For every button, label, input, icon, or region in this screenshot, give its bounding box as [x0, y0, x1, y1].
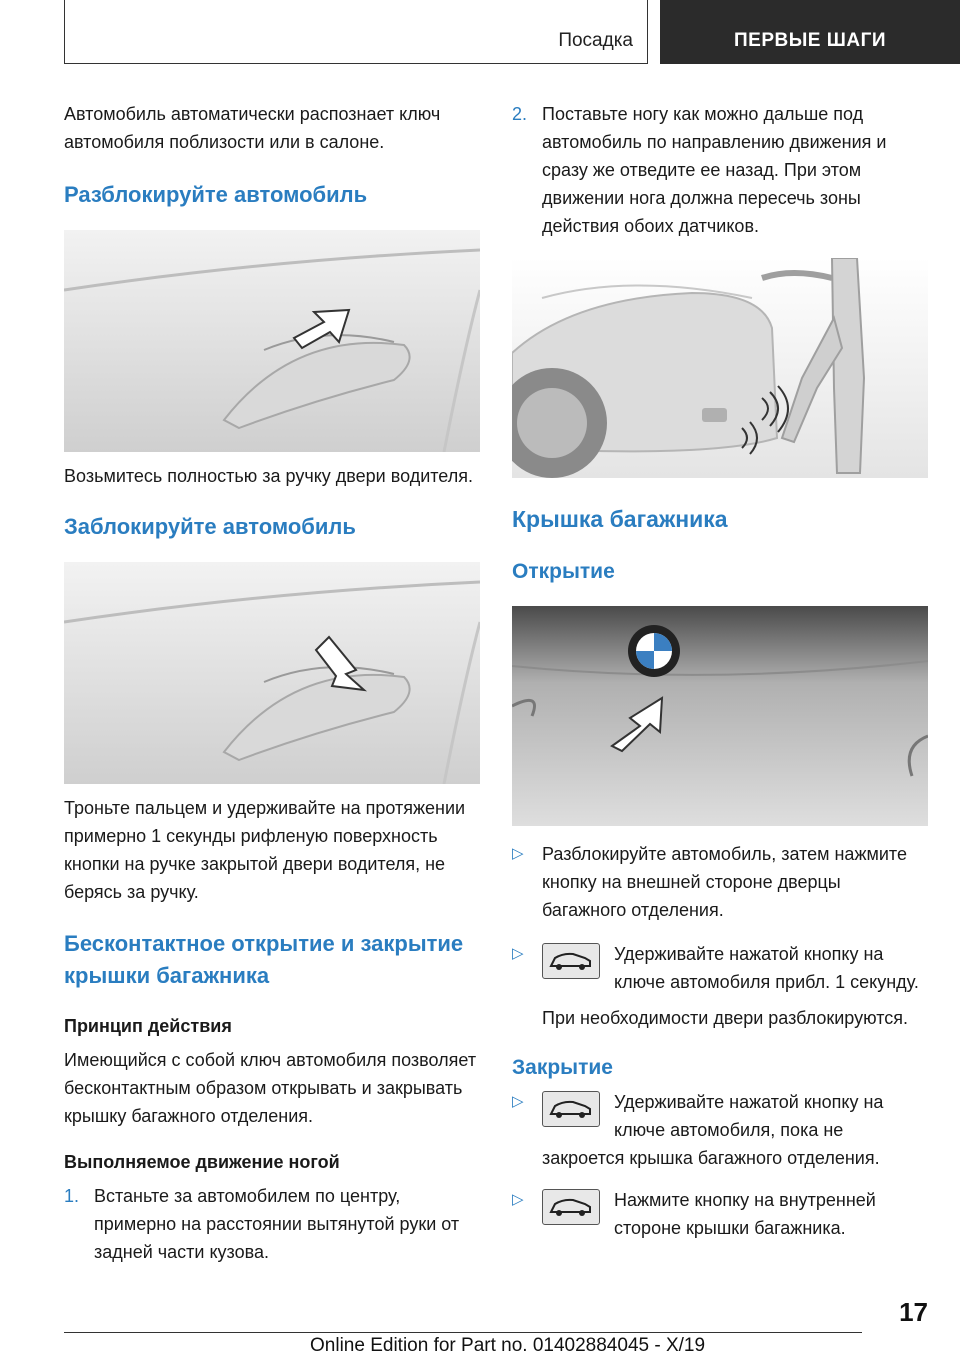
step-item [512, 100, 928, 240]
lock-text: Троньте пальцем и удерживайте на протяжении примерно 1 секунды рифленую поверхность кнопки на ручке закрытой двери водителя, не берясь за ручку. [64, 798, 466, 902]
triangle-right-icon: ▷ [512, 1191, 524, 1208]
bullet-text: Удерживайте нажатой кнопку на ключе автомобиля прибл. 1 секунду. [614, 944, 919, 992]
header-section-box [64, 0, 648, 64]
trunk-heading: Крышка багажника [512, 506, 728, 532]
car-trunk-key-icon [542, 1189, 600, 1225]
bullet-item [512, 1186, 928, 1242]
header-chapter-title: ПЕРВЫЕ ШАГИ [733, 30, 887, 51]
step-text: Поставьте ногу как можно дальше под автомобиль по направлению движения и сразу же отведите ее назад. При этом движении нога должна пересечь зоны действия обоих датчиков. [542, 104, 887, 236]
contactless-heading: Бесконтактное открытие и закрытие крышки багажника [64, 931, 464, 988]
triangle-right-icon: ▷ [512, 845, 524, 862]
triangle-right-icon: ▷ [512, 945, 524, 962]
car-trunk-key-icon [542, 1091, 600, 1127]
header-chapter-box [660, 0, 960, 64]
foot-gesture-image [512, 258, 928, 478]
open-heading: Открытие [512, 560, 615, 583]
bullet-text: Удерживайте нажатой кнопку на ключе автомобиля, пока не закроется крышка багажного отделения. [542, 1092, 884, 1168]
bullet-text: Нажмите кнопку на внутренней стороне крышки багажника. [614, 1190, 876, 1238]
bullet-item [512, 840, 928, 924]
door-handle-lock-image [64, 562, 480, 784]
bullet-extra-text: При необходимости двери разблокируются. [542, 1008, 908, 1028]
step-number: 1. [64, 1186, 80, 1206]
bullet-text: Разблокируйте автомобиль, затем нажмите кнопку на внешней стороне дверцы багажного отделения. [542, 844, 907, 920]
step-number: 2. [512, 104, 528, 124]
door-handle-unlock-image [64, 230, 480, 452]
step-text: Встаньте за автомобилем по центру, примерно на расстоянии вытянутой руки от задней части кузова. [94, 1186, 460, 1262]
intro-text: Автомобиль автоматически распознает ключ автомобиля поблизости или в салоне. [64, 104, 441, 152]
unlock-heading: Разблокируйте автомобиль [64, 182, 368, 207]
bullet-item [512, 1088, 928, 1172]
triangle-right-icon: ▷ [512, 1093, 524, 1110]
footer-divider [64, 1332, 862, 1333]
header-section-title: Посадка [558, 30, 633, 51]
trunk-button-image [512, 606, 928, 826]
car-trunk-key-icon [542, 943, 600, 979]
principle-heading: Принцип действия [64, 1016, 232, 1036]
principle-text: Имеющийся с собой ключ автомобиля позволяет бесконтактным образом открывать и закрывать крышку багажного отделения. [64, 1050, 477, 1126]
step-item [64, 1182, 480, 1266]
page-number: 17 [899, 1297, 928, 1327]
motion-heading: Выполняемое движение ногой [64, 1152, 340, 1172]
close-heading: Закрытие [512, 1056, 613, 1079]
lock-heading: Заблокируйте автомобиль [64, 514, 356, 539]
left-column [64, 100, 480, 1266]
right-column [512, 100, 928, 1242]
bullet-item [512, 940, 928, 1032]
footer-edition: Online Edition for Part no. 01402884045 - X/19 [310, 1335, 706, 1356]
unlock-text: Возьмитесь полностью за ручку двери водителя. [64, 466, 473, 486]
